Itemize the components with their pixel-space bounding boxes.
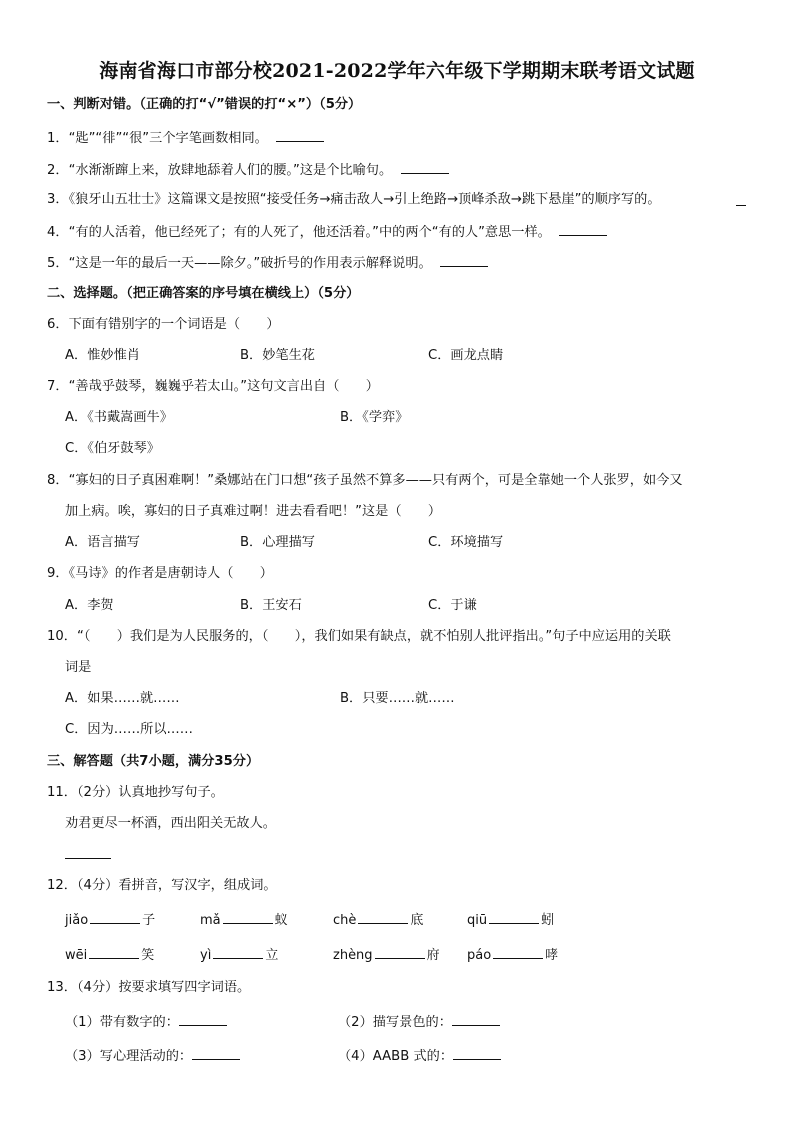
char-blank[interactable] — [213, 945, 263, 959]
copy-line — [65, 845, 111, 865]
question-10-line1: 10．“（ ）我们是为人民服务的，（ ），我们如果有缺点，就不怕别人批评指出。”句子中应运用的关联 — [47, 629, 671, 644]
option-b[interactable]: B．《学弈》 — [340, 410, 409, 425]
question-13: 13．（4分）按要求填写四字词语。 — [47, 980, 251, 995]
answer-blank[interactable] — [192, 1046, 240, 1060]
idiom-prompt-4 — [338, 1046, 501, 1066]
char: 蚓 — [541, 913, 555, 928]
idiom-prompt-3 — [65, 1046, 240, 1066]
pinyin: qiū — [467, 913, 488, 928]
option-c[interactable]: C．于谦 — [428, 598, 477, 613]
question-2-text: 2．“水渐渐蹿上来，放肆地舔着人们的腰。”这是个比喻句。 — [47, 163, 393, 178]
answer-blank[interactable] — [559, 222, 607, 236]
char-blank[interactable] — [493, 945, 543, 959]
section3-heading: 三、解答题（共7小题，满分35分） — [47, 754, 260, 769]
char: 立 — [265, 948, 279, 963]
option-c[interactable]: C．画龙点睛 — [428, 348, 504, 363]
section1-heading: 一、判断对错。（正确的打“√”错误的打“×”）（5分） — [47, 97, 362, 112]
question-3-text: 3．《狼牙山五壮士》这篇课文是按照“接受任务→痛击敌人→引上绝路→顶峰杀敌→跳下悬崖”的顺序写的。 — [47, 192, 661, 207]
prompt-label: （1）带有数字的： — [65, 1015, 179, 1030]
copy-sentence: 劝君更尽一杯酒，西出阳关无故人。 — [65, 816, 276, 831]
option-b[interactable]: B．王安石 — [240, 598, 302, 613]
idiom-prompt-1 — [65, 1012, 227, 1032]
question-6: 6．下面有错别字的一个词语是（ ） — [47, 317, 280, 332]
char-blank[interactable] — [89, 945, 139, 959]
char: 蚁 — [274, 913, 288, 928]
answer-blank[interactable] — [401, 160, 449, 174]
question-9: 9．《马诗》的作者是唐朝诗人（ ） — [47, 566, 273, 581]
question-3 — [47, 191, 661, 209]
option-a[interactable]: A．语言描写 — [65, 535, 140, 550]
pinyin: mǎ — [200, 913, 221, 928]
answer-blank[interactable] — [276, 128, 324, 142]
question-12: 12．（4分）看拼音，写汉字，组成词。 — [47, 878, 277, 893]
idiom-prompt-2 — [338, 1012, 500, 1032]
option-a[interactable]: A．李贺 — [65, 598, 114, 613]
question-1 — [47, 128, 324, 148]
pinyin-item — [200, 945, 278, 965]
pinyin: páo — [467, 948, 492, 963]
answer-blank[interactable] — [179, 1012, 227, 1026]
question-4-text: 4．“有的人活着，他已经死了；有的人死了，他还活着。”中的两个“有的人”意思一样。 — [47, 225, 551, 240]
pinyin-item — [65, 910, 155, 930]
pinyin-item — [467, 910, 554, 930]
answer-blank[interactable] — [65, 845, 111, 859]
option-b[interactable]: B．只要……就…… — [340, 691, 455, 706]
question-8-line1: 8．“寡妇的日子真困难啊！”桑娜站在门口想“孩子虽然不算多——只有两个，可是全靠她一个人张罗，如今又 — [47, 473, 683, 488]
pinyin: wēi — [65, 948, 88, 963]
option-a[interactable]: A．如果……就…… — [65, 691, 180, 706]
prompt-label: （4）AABB 式的： — [338, 1049, 454, 1064]
char-blank[interactable] — [489, 910, 539, 924]
pinyin: chè — [333, 913, 357, 928]
char-blank[interactable] — [223, 910, 273, 924]
prompt-label: （2）描写景色的： — [338, 1015, 452, 1030]
answer-blank[interactable] — [453, 1046, 501, 1060]
char-blank[interactable] — [90, 910, 140, 924]
char: 笑 — [141, 948, 155, 963]
question-10-line2: 词是 — [65, 660, 92, 675]
char: 底 — [410, 913, 424, 928]
pinyin-item — [200, 910, 288, 930]
question-5 — [47, 253, 488, 273]
question-7: 7．“善哉乎鼓琴，巍巍乎若太山。”这句文言出自（ ） — [47, 379, 379, 394]
option-c[interactable]: C．环境描写 — [428, 535, 504, 550]
pinyin: jiǎo — [65, 913, 89, 928]
option-b[interactable]: B．心理描写 — [240, 535, 315, 550]
section2-heading: 二、选择题。（把正确答案的序号填在横线上）（5分） — [47, 286, 360, 301]
char: 哮 — [545, 948, 559, 963]
option-c[interactable]: C．因为……所以…… — [65, 722, 193, 737]
answer-blank[interactable] — [440, 253, 488, 267]
option-c[interactable]: C．《伯牙鼓琴》 — [65, 441, 160, 456]
question-1-text: 1．“匙”“徘”“很”三个字笔画数相同。 — [47, 131, 268, 146]
question-4 — [47, 222, 607, 242]
question-2 — [47, 160, 449, 180]
option-b[interactable]: B．妙笔生花 — [240, 348, 315, 363]
question-8-line2: 加上病。唉，寡妇的日子真难过啊！进去看看吧！”这是（ ） — [65, 504, 442, 519]
pinyin-item — [467, 945, 558, 965]
answer-blank[interactable] — [452, 1012, 500, 1026]
pinyin-item — [333, 910, 423, 930]
option-a[interactable]: A．《书戴嵩画牛》 — [65, 410, 173, 425]
page-title: 海南省海口市部分校2021-2022学年六年级下学期期末联考语文试题 — [99, 60, 695, 82]
char-blank[interactable] — [375, 945, 425, 959]
pinyin: zhèng — [333, 948, 373, 963]
option-a[interactable]: A．惟妙惟肖 — [65, 348, 140, 363]
char: 府 — [426, 948, 440, 963]
question-5-text: 5．“这是一年的最后一天——除夕。”破折号的作用表示解释说明。 — [47, 256, 432, 271]
pinyin-item — [65, 945, 154, 965]
char: 子 — [142, 913, 156, 928]
pinyin-item — [333, 945, 440, 965]
char-blank[interactable] — [358, 910, 408, 924]
answer-blank[interactable] — [736, 205, 746, 206]
question-11: 11．（2分）认真地抄写句子。 — [47, 785, 224, 800]
pinyin: yì — [200, 948, 212, 963]
prompt-label: （3）写心理活动的： — [65, 1049, 193, 1064]
